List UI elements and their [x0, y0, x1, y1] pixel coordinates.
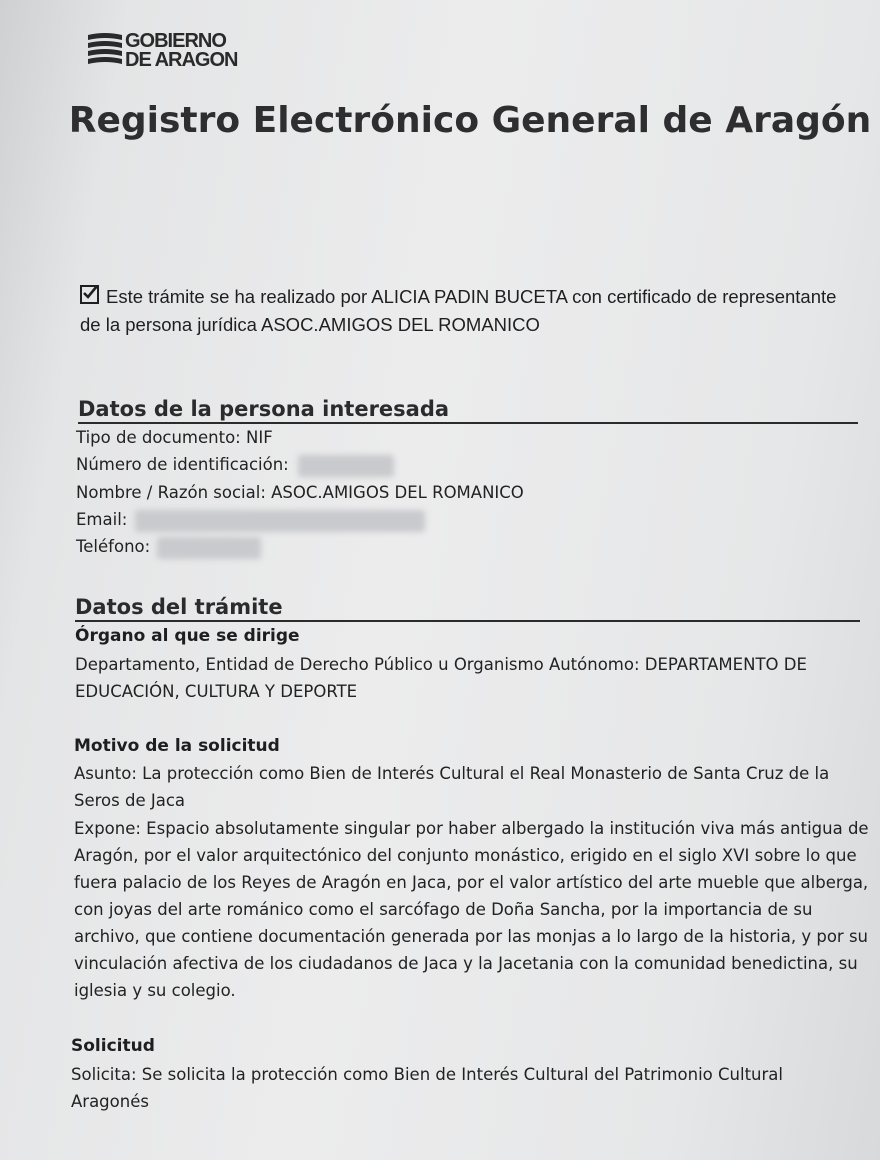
checkbox-checked-icon [80, 285, 99, 304]
doc-type-label: Tipo de documento: [76, 428, 241, 447]
logo-wordmark [125, 32, 237, 70]
expone-text: Expone: Espacio absolutamente singular por haber albergado la institución viva más antigua de Aragón, por el valor arquitectónico del conjunto monástico, erigido en el siglo XVI sobre lo que fuera palacio de los Reyes de Aragón en Jaca, por el valor artístico del arte mueble que alberga, con joyas del arte románico como el sarcófago de Doña Sancha, por la importancia de su archivo, que contiene documentación generada por las monjas a lo largo de la historia, y por su vinculación afectiva de los ciudadanos de Jaca y la Jacetania con la comunidad benedictina, su iglesia y su colegio. [74, 819, 869, 1000]
phone-row [76, 533, 261, 560]
procedure-heading: Datos del trámite [75, 594, 860, 622]
aragon-stripes-icon [86, 31, 124, 71]
logo-line1: GOBIERNO [125, 30, 226, 52]
certificate-notice [80, 283, 840, 339]
certificate-text: Este trámite se ha realizado por ALICIA PADIN BUCETA con certificado de representante de la persona jurídica ASOC.AMIGOS DEL ROMANICO [80, 286, 837, 335]
request-heading: Solicitud [71, 1036, 155, 1056]
page-title: Registro Electrónico General de Aragón [68, 100, 872, 141]
redacted-email [135, 510, 425, 532]
request-text: Solicita: Se solicita la protección como Bien de Interés Cultural del Patrimonio Cultural Aragonés [71, 1065, 783, 1111]
id-number-label: Número de identificación: [76, 455, 289, 474]
organ-heading: Órgano al que se dirige [75, 626, 300, 646]
gobierno-aragon-logo [86, 30, 237, 72]
subject-text: Asunto: La protección como Bien de Interés Cultural el Real Monasterio de Santa Cruz de la Seros de Jaca [74, 764, 830, 810]
doc-type-value: NIF [246, 428, 273, 447]
organ-text: Departamento, Entidad de Derecho Público u Organismo Autónomo: DEPARTAMENTO DE EDUCACIÓN, CULTURA Y DEPORTE [75, 655, 807, 701]
email-row [76, 506, 425, 533]
interested-heading: Datos de la persona interesada [78, 396, 858, 424]
name-row [76, 479, 524, 506]
phone-label: Teléfono: [76, 537, 151, 556]
doc-type-row [76, 424, 273, 451]
name-value: ASOC.AMIGOS DEL ROMANICO [271, 483, 524, 502]
email-label: Email: [76, 510, 128, 529]
redacted-id-number [298, 455, 394, 477]
name-label: Nombre / Razón social: [76, 483, 266, 502]
reason-heading: Motivo de la solicitud [74, 736, 280, 756]
id-number-row [76, 451, 394, 478]
logo-line2: DE ARAGON [125, 49, 238, 71]
redacted-phone [157, 537, 261, 559]
